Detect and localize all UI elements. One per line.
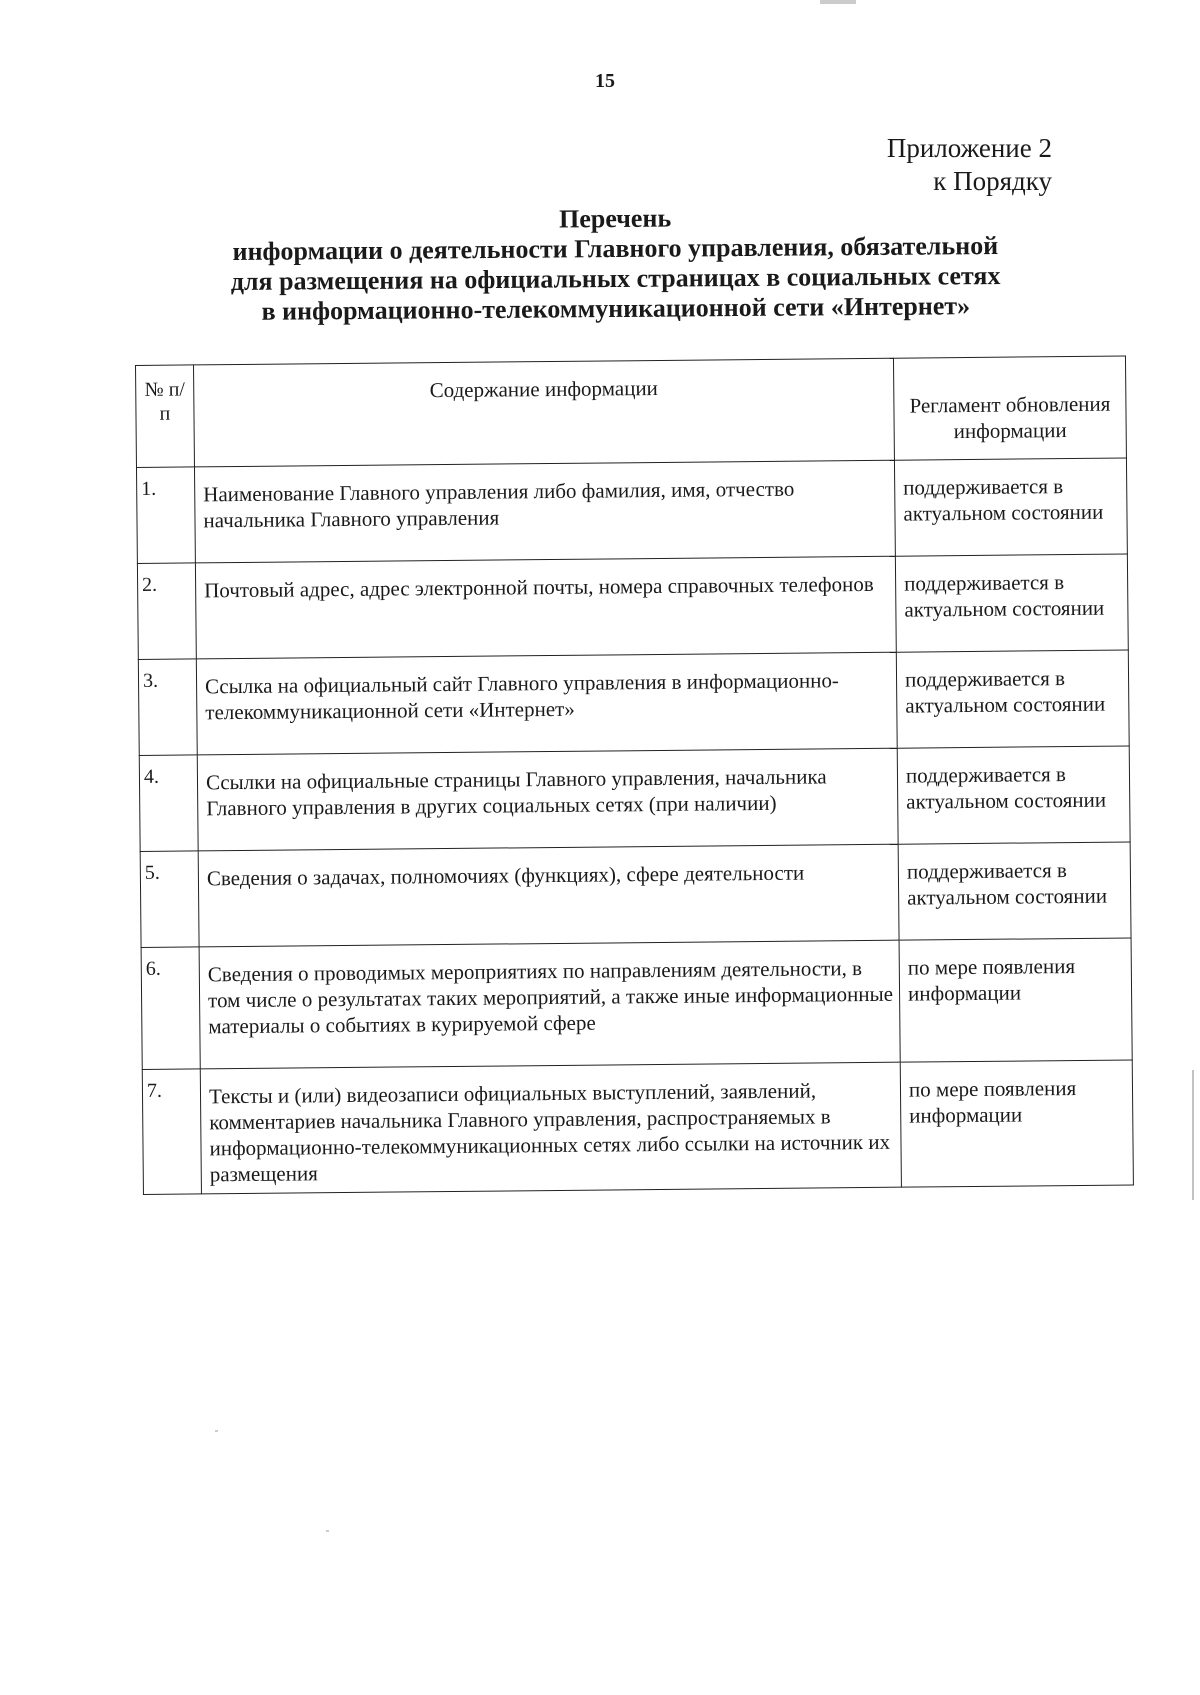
row-regulation: поддерживается в актуальном состоянии <box>897 746 1130 844</box>
row-regulation: поддерживается в актуальном состоянии <box>898 842 1131 940</box>
document-title <box>180 201 1051 328</box>
table-row <box>136 458 1127 563</box>
table-row <box>142 1060 1133 1194</box>
table-row <box>138 650 1129 755</box>
header-number: № п/п <box>136 365 195 468</box>
scan-artifact <box>1192 1070 1194 1200</box>
title-line-2: информации о деятельности Главного управления, обязательной <box>232 230 999 267</box>
header-regulation: Регламент обновления информации <box>893 356 1126 460</box>
appendix-reference <box>887 132 1052 198</box>
row-regulation: поддерживается в актуальном состоянии <box>896 650 1129 748</box>
row-content: Наименование Главного управления либо фамилия, имя, отчество начальника Главного управления <box>194 460 895 563</box>
appendix-line-2: к Порядку <box>933 166 1052 196</box>
row-regulation: поддерживается в актуальном состоянии <box>894 458 1127 556</box>
appendix-line-1: Приложение 2 <box>886 133 1052 163</box>
row-content: Тексты и (или) видеозаписи официальных выступлений, заявлений, комментариев начальника Главного управления, распространяемых в информационно-телекоммуникационных сетях либо ссылки на источник их размещения <box>200 1062 901 1194</box>
table-row <box>139 746 1130 851</box>
header-content: Содержание информации <box>194 358 895 467</box>
table-row <box>137 554 1128 659</box>
row-regulation: по мере появления информации <box>900 1060 1133 1187</box>
table-header-row <box>136 356 1127 467</box>
row-content: Сведения о проводимых мероприятиях по направлениям деятельности, в том числе о результатах таких мероприятий, а также иные информационные материалы о событиях в курируемой сфере <box>199 940 900 1069</box>
row-number: 3. <box>138 659 197 756</box>
page-number: 15 <box>595 70 615 92</box>
row-content: Почтовый адрес, адрес электронной почты, номера справочных телефонов <box>195 556 896 659</box>
row-number: 7. <box>142 1069 201 1195</box>
row-content: Ссылка на официальный сайт Главного управления в информационно-телекоммуникационной сети «Интернет» <box>196 652 897 755</box>
scan-artifact <box>215 1430 218 1432</box>
scan-artifact <box>326 1530 329 1532</box>
table-row <box>140 842 1131 947</box>
row-content: Сведения о задачах, полномочиях (функциях), сфере деятельности <box>198 844 899 947</box>
information-table <box>135 355 1134 1194</box>
information-table-wrapper <box>135 355 1133 1194</box>
scan-artifact <box>820 0 856 4</box>
title-line-1: Перечень <box>558 203 672 234</box>
title-line-4: в информационно-телекоммуникационной сети «Интернет» <box>261 291 971 326</box>
row-number: 5. <box>140 851 199 948</box>
row-number: 4. <box>139 755 198 852</box>
table-row <box>141 938 1132 1069</box>
row-regulation: поддерживается в актуальном состоянии <box>895 554 1128 652</box>
row-number: 2. <box>137 563 196 660</box>
row-content: Ссылки на официальные страницы Главного управления, начальника Главного управления в других социальных сетях (при наличии) <box>197 748 898 851</box>
title-line-3: для размещения на официальных страницах в социальных сетях <box>230 260 1001 297</box>
row-number: 6. <box>141 947 200 1070</box>
row-regulation: по мере появления информации <box>899 938 1132 1062</box>
row-number: 1. <box>136 467 195 564</box>
